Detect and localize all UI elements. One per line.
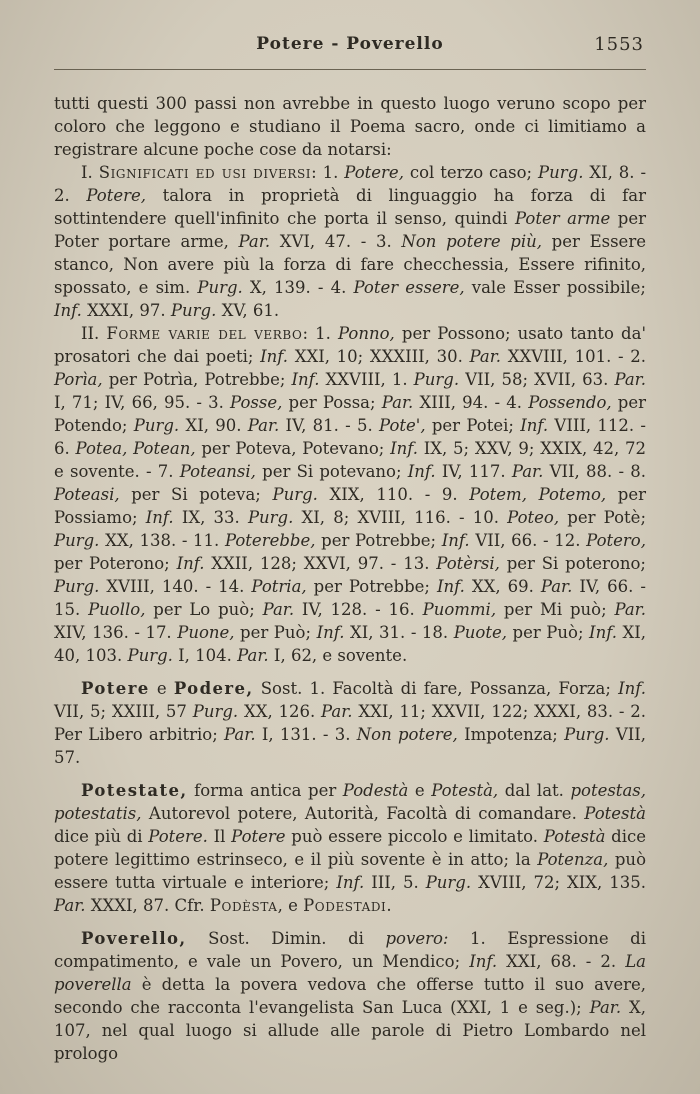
text-segment: Purg. [192, 702, 239, 721]
text-segment: Inf. [618, 679, 646, 698]
text-segment: XXXI, 97. [81, 301, 171, 320]
text-segment: Impotenza; [457, 725, 565, 744]
text-segment: Inf. [54, 301, 82, 320]
text-segment: Sost. Dimin. di [186, 929, 386, 948]
text-segment: Potèrsi, [436, 554, 500, 573]
text-segment: Potenza, [537, 850, 609, 869]
text-segment: può essere tutta virtuale e interiore; [54, 850, 646, 892]
text-segment: XI, 8. - 2. [54, 163, 647, 205]
text-segment: vale Esser possibile; [464, 278, 646, 297]
text-segment: XVI, 47. - 3. [270, 232, 402, 251]
text-segment: Par. [224, 725, 256, 744]
text-segment: Purg. [54, 577, 100, 596]
entry-poverello-paragraph [54, 927, 646, 1065]
text-segment: Sost. 1. Facoltà di fare, Possanza, Forza; [253, 679, 619, 698]
text-segment: : 1. [302, 324, 338, 343]
text-segment: XIII, 94. - 4. [413, 393, 529, 412]
text-segment: per Essere stanco, Non avere più la forza di fare checchessia, Essere rifinito, spossato, e sim. [54, 232, 646, 297]
text-segment: Par. [54, 896, 86, 915]
text-segment: Purg. [133, 416, 180, 435]
text-segment: IV, 117. [435, 462, 512, 481]
text-segment: Potere [81, 679, 150, 698]
text-segment: Inf. [407, 462, 436, 481]
page-number: 1553 [594, 34, 644, 55]
text-segment: XI, 90. [179, 416, 248, 435]
text-segment: Il [207, 827, 232, 846]
text-segment: per Lo può; [145, 600, 263, 619]
text-segment: per Potei; [425, 416, 521, 435]
text-segment: XXI, 11; XXVII, 122; XXXI, 83. - 2. Per Libero arbitrio; [54, 702, 646, 744]
text-segment: Purg. [564, 725, 610, 744]
text-segment: XI, 31. - 18. [344, 623, 454, 642]
text-segment: XX, 126. [238, 702, 322, 721]
text-segment: dice più di [54, 827, 149, 846]
text-segment: XIX, 110. - 9. [317, 485, 470, 504]
text-segment: Poverello, [81, 929, 187, 948]
text-segment: Par. [247, 416, 280, 435]
text-segment: Puone, [177, 623, 235, 642]
text-segment: Inf. [260, 347, 289, 366]
text-segment: IX, 5; XXV, 9; XXIX, 42, 72 e sovente. - 7. [54, 439, 646, 481]
text-segment: VIII, 112. - 6. [54, 416, 646, 458]
text-segment: per Potendo; [54, 393, 646, 435]
text-segment: è detta la povera vedova che offerse tutto il suo avere, secondo che racconta l'evangelista San Luca (XXI, 1 e seg.); [54, 975, 646, 1017]
text-segment: Poteasi, [54, 485, 120, 504]
entry-potere-podere-paragraph [54, 677, 646, 769]
text-segment: Inf. [390, 439, 419, 458]
text-segment: XVIII, 140. - 14. [99, 577, 252, 596]
text-segment: XXI, 68. - 2. [497, 952, 626, 971]
text-segment: potestas, potestatis, [54, 781, 646, 823]
text-segment: Podestà [342, 781, 409, 800]
text-segment: Potestate, [81, 781, 188, 800]
text-segment: Podestadi [303, 896, 387, 915]
text-segment: XI, 8; XVIII, 116. - 10. [293, 508, 508, 527]
text-segment: Potea, Potean, [75, 439, 196, 458]
text-segment: Par. [321, 702, 353, 721]
text-segment: VII, 88. - 8. [543, 462, 646, 481]
text-segment: per Mi può; [496, 600, 615, 619]
text-segment: per Potrebbe; [306, 577, 437, 596]
text-segment: forma antica per [187, 781, 343, 800]
text-segment: 1. Espressione di compatimento, e vale un Povero, un Mendico; [54, 929, 646, 971]
text-segment: Poter arme [514, 209, 611, 228]
text-segment: Par. [237, 646, 269, 665]
text-segment: dal lat. [498, 781, 571, 800]
text-segment: XV, 61. [216, 301, 280, 320]
text-segment: XIV, 136. - 17. [54, 623, 178, 642]
text-segment: Par. [381, 393, 414, 412]
text-segment: Non potere, [356, 725, 458, 744]
text-segment: Porìa, [54, 370, 103, 389]
text-segment: Poteo, [507, 508, 560, 527]
text-segment: Podere, [173, 679, 254, 698]
text-segment: VII, 57. [54, 725, 647, 767]
continuation-paragraph [54, 92, 646, 161]
text-segment: Posse, [230, 393, 283, 412]
text-segment: : 1. [311, 163, 345, 182]
text-segment: Par. [540, 577, 573, 596]
text-segment: Poterebbe, [224, 531, 316, 550]
text-segment: I, 71; IV, 66, 95. - 3. [54, 393, 231, 412]
text-segment: può essere piccolo e limitato. [285, 827, 544, 846]
text-segment: Potria, [251, 577, 307, 596]
text-segment: per Si poterono; [499, 554, 646, 573]
text-segment: I, 104. [172, 646, 238, 665]
text-segment: Poteansi, [179, 462, 256, 481]
text-segment: Potere, [86, 186, 147, 205]
text-segment: Inf. [176, 554, 205, 573]
text-segment: Puommi, [422, 600, 497, 619]
text-segment: Purg. [425, 873, 472, 892]
text-segment: per Potrebbe; [315, 531, 442, 550]
text-segment: IV, 81. - 5. [279, 416, 380, 435]
text-segment: Inf. [336, 873, 365, 892]
text-segment: Puote, [453, 623, 508, 642]
text-segment: per Possa; [282, 393, 382, 412]
text-segment: Inf. [469, 952, 498, 971]
text-segment: Purg. [413, 370, 460, 389]
text-segment: per Si poteva; [119, 485, 273, 504]
text-segment: Par. [614, 600, 646, 619]
text-segment: Purg. [538, 163, 584, 182]
text-segment: per Potè; [559, 508, 647, 527]
text-segment: Par. [469, 347, 502, 366]
text-segment: XX, 69. [464, 577, 541, 596]
text-segment: La poverella [54, 952, 646, 994]
text-segment: Inf. [316, 623, 345, 642]
entry-potestate-paragraph [54, 779, 646, 917]
text-segment: Purg. [247, 508, 294, 527]
text-segment: Purg. [54, 531, 100, 550]
text-segment: Potestà [584, 804, 646, 823]
text-segment: Potem, Potemo, [469, 485, 607, 504]
text-segment: e [408, 781, 432, 800]
text-segment: X, 107, nel qual luogo si allude alle parole di Pietro Lombardo nel prologo [54, 998, 646, 1063]
text-segment: XVIII, 72; XIX, 135. [471, 873, 646, 892]
text-segment: Inf. [436, 577, 465, 596]
text-segment: Par. [238, 232, 271, 251]
text-segment: per Si potevano; [255, 462, 408, 481]
text-segment: tutti questi 300 passi non avrebbe in questo luogo veruno scopo per coloro che leggono e studiano il Poema sacro, onde ci limitiamo a registrare alcune poche cose da notarsi: [54, 94, 646, 159]
text-segment: per Possono; usato tanto da' prosatori che dai poeti; [54, 324, 646, 366]
text-segment: Potestà, [431, 781, 499, 800]
text-segment: Forme varie del verbo [106, 324, 303, 343]
text-segment: per Poterono; [54, 554, 177, 573]
text-segment: VII, 66. - 12. [469, 531, 587, 550]
text-segment: I, 62, e sovente. [268, 646, 408, 665]
text-segment: Potero, [586, 531, 646, 550]
text-segment: XXVIII, 1. [319, 370, 414, 389]
text-segment: Purg. [127, 646, 173, 665]
text-segment: Potestà [543, 827, 606, 846]
text-segment: col terzo caso; [403, 163, 539, 182]
text-segment: Par. [262, 600, 295, 619]
text-segment: per Potrìa, Potrebbe; [102, 370, 292, 389]
text-segment: XX, 138. - 11. [99, 531, 225, 550]
text-segment: Par. [511, 462, 544, 481]
text-segment: Inf. [145, 508, 174, 527]
running-head [54, 34, 646, 60]
text-segment: Par. [614, 370, 646, 389]
text-segment: Inf. [291, 370, 320, 389]
text-segment: Poter essere, [353, 278, 465, 297]
text-segment: Inf. [520, 416, 549, 435]
text-segment: VII, 58; XVII, 63. [459, 370, 615, 389]
text-segment: XXVIII, 101. - 2. [501, 347, 646, 366]
section-significati-paragraph [54, 161, 646, 322]
text-segment: Potere, [344, 163, 404, 182]
text-segment: Inf. [441, 531, 470, 550]
text-block [54, 92, 646, 1065]
text-segment: IV, 66. - 15. [54, 577, 646, 619]
text-segment: per Poteva, Potevano; [195, 439, 391, 458]
text-segment: X, 139. - 4. [242, 278, 354, 297]
text-segment: dice potere legittimo estrinseco, e il più sovente è in atto; la [54, 827, 647, 869]
text-segment: II. [81, 324, 107, 343]
text-segment: per Può; [507, 623, 590, 642]
text-segment: Potere. [148, 827, 208, 846]
text-segment: VII, 5; XXIII, 57 [54, 702, 193, 721]
text-segment: talora in proprietà di linguaggio ha forza di far sottintendere quell'infinito che porta il senso, quindi [54, 186, 646, 228]
header-rule [54, 69, 646, 70]
text-segment: , e [277, 896, 304, 915]
text-segment: I, 131. - 3. [255, 725, 357, 744]
text-segment: Purg. [170, 301, 217, 320]
page-title: Potere - Poverello [256, 34, 444, 54]
text-segment: . [386, 896, 392, 915]
text-segment: Par. [589, 998, 622, 1017]
text-segment: Pote', [379, 416, 426, 435]
text-segment: XXXI, 87. Cfr. [85, 896, 210, 915]
text-segment: IX, 33. [173, 508, 248, 527]
text-segment: Possendo, [528, 393, 612, 412]
text-segment: povero: [385, 929, 449, 948]
text-segment: Non potere più, [401, 232, 543, 251]
text-segment: XXII, 128; XXVI, 97. - 13. [204, 554, 437, 573]
text-segment: Puollo, [88, 600, 146, 619]
section-forme-varie-paragraph [54, 322, 646, 667]
text-segment: per Possiamo; [54, 485, 646, 527]
text-segment: XXI, 10; XXXIII, 30. [288, 347, 470, 366]
text-segment: Purg. [197, 278, 243, 297]
text-segment: I. [81, 163, 99, 182]
text-segment: Podèsta [209, 896, 278, 915]
text-segment: Autorevol potere, Autorità, Facoltà di comandare. [141, 804, 585, 823]
text-segment: III, 5. [364, 873, 426, 892]
text-segment: per Può; [234, 623, 317, 642]
text-segment: Significati ed usi diversi [98, 163, 312, 182]
text-segment: IV, 128. - 16. [294, 600, 423, 619]
text-segment: per Poter portare arme, [54, 209, 646, 251]
text-segment: Inf. [589, 623, 617, 642]
text-segment: Potere [231, 827, 286, 846]
text-segment: e [149, 679, 174, 698]
text-segment: XI, 40, 103. [54, 623, 647, 665]
text-segment: Ponno, [337, 324, 395, 343]
text-segment: Purg. [272, 485, 318, 504]
